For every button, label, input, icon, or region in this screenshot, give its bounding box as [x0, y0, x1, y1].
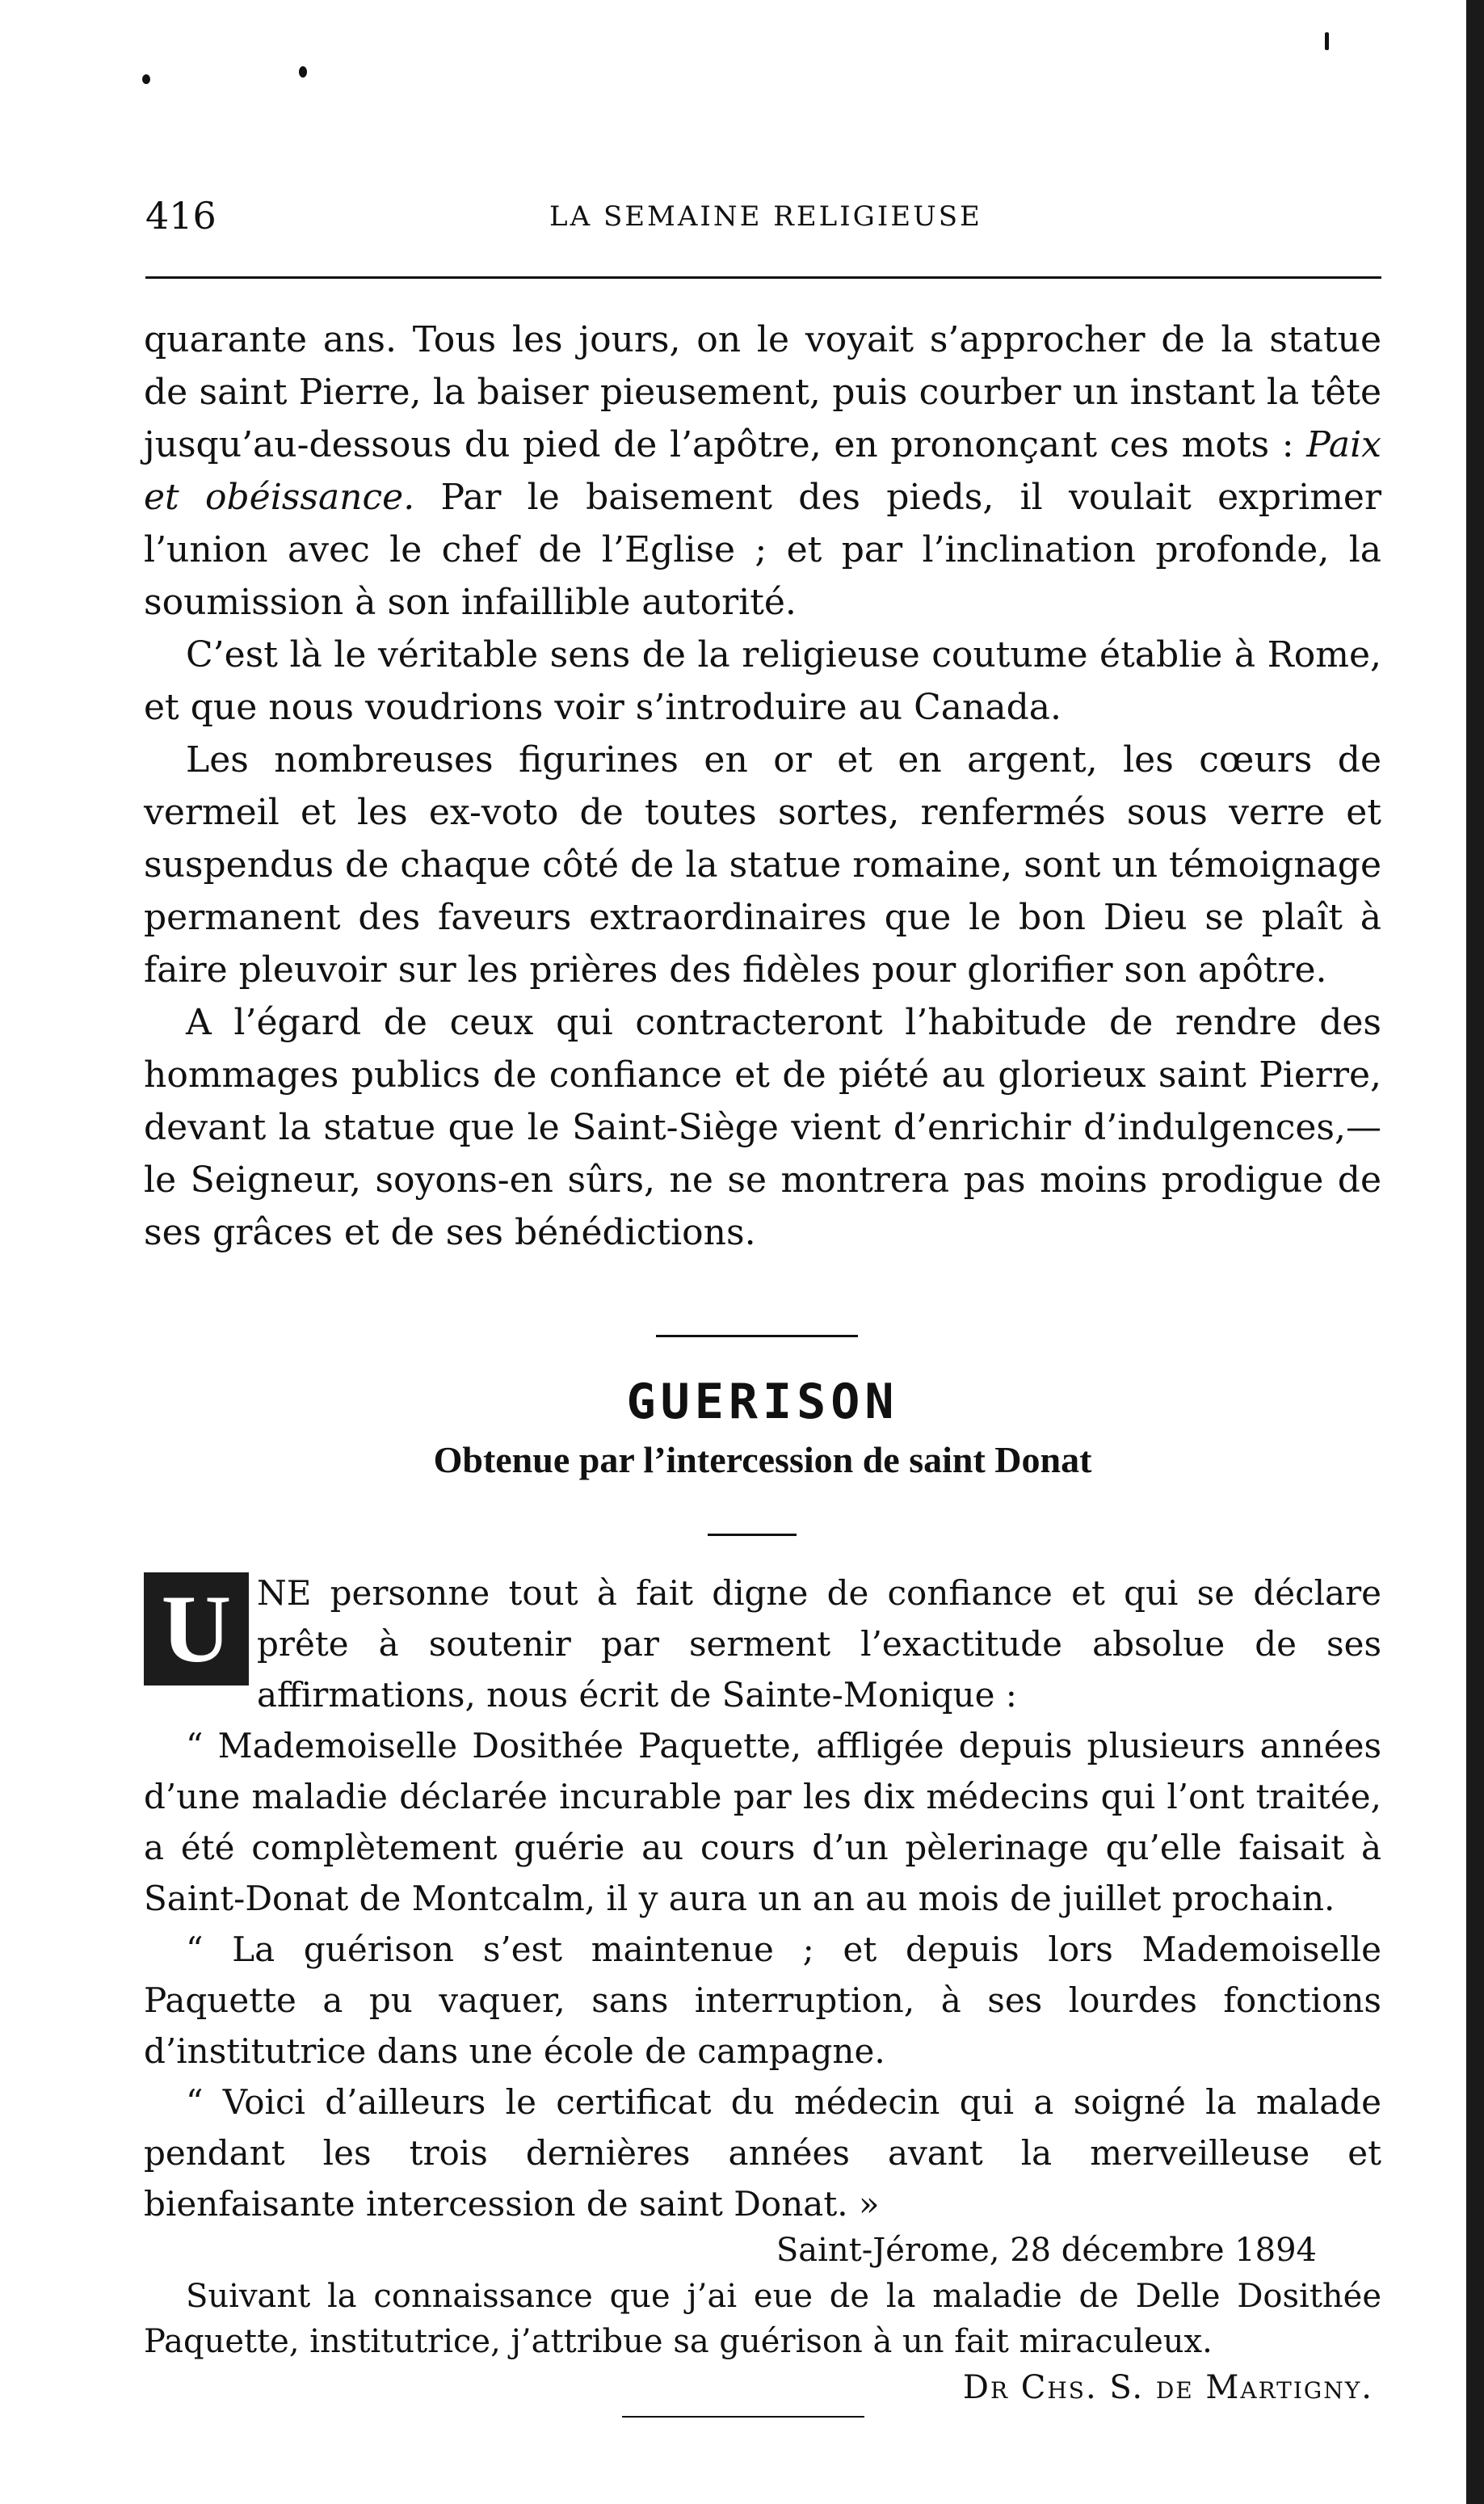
paragraph-1: quarante ans. Tous les jours, on le voyait s’approcher de la statue de saint Pierre, la baiser pieusement, puis courber un instant la tête jusqu’au-dessous du pied de l’apôtre, en prononçant ces mots : Paix et obéissance. Par le baisement des pieds, il voulait exprimer l’union avec le chef de l’Eglise ; et par l’inclination profonde, la soumission à son infaillible autorité.	[144, 319, 1382, 623]
section-title: GUERISON	[626, 1374, 899, 1430]
certificate-text: Suivant la connaissance que j’ai eue de la maladie de Delle Dosithée Paquette, institutrice, j’attribue sa guérison à un fait miraculeux.	[144, 2278, 1381, 2360]
letter-quote-3: “ Voici d’ailleurs le certificat du médecin qui a soigné la malade pendant les trois dernières années avant la merveilleuse et bienfaisante intercession de saint Donat. »	[144, 2082, 1381, 2224]
paragraph-4: A l’égard de ceux qui contracteront l’habitude de rendre des hommages publics de confiance et de piété au glorieux saint Pierre, devant la statue que le Saint-Siège vient d’enrichir d’indulgences,—le Seigneur, soyons-en sûrs, ne se montrera pas moins prodigue de ses grâces et de ses bénédictions.	[144, 1002, 1381, 1253]
section-subtitle: Obtenue par l’intercession de saint Donat	[433, 1439, 1092, 1480]
page-header	[145, 194, 1381, 250]
letter-quote-1: “ Mademoiselle Dosithée Paquette, affligée depuis plusieurs années d’une maladie déclarée incurable par les dix médecins qui l’ont traitée, a été complètement guérie au cours d’un pèlerinage qu’elle faisait à Saint-Donat de Montcalm, il y aura un an au mois de juillet prochain.	[144, 1726, 1381, 1918]
section-heading	[144, 1374, 1381, 1481]
ink-speck	[1325, 32, 1329, 50]
letter-quote-2: “ La guérison s’est maintenue ; et depuis lors Mademoiselle Paquette a pu vaquer, sans interruption, à ses lourdes fonctions d’institutrice dans une école de campagne.	[144, 1930, 1381, 2071]
paragraph-3: Les nombreuses figurines en or et en argent, les cœurs de vermeil et les ex-voto de toutes sortes, renfermés sous verre et suspendus de chaque côté de la statue romaine, sont un témoignage permanent des faveurs extraordinaires que le bon Dieu se plaît à faire pleuvoir sur les prières des fidèles pour glorifier son apôtre.	[144, 739, 1381, 991]
dropcap-ornament: U	[144, 1572, 249, 1685]
ink-speck	[142, 74, 150, 84]
letter-body	[144, 1568, 1381, 2229]
section-rule-bottom	[708, 1534, 797, 1536]
certificate-block	[144, 2227, 1381, 2411]
header-rule	[145, 276, 1381, 279]
italic-phrase: Paix et obéissance.	[144, 424, 1381, 518]
letter-intro: NE personne tout à fait digne de confiance et qui se déclare prête à soutenir par serment l’exactitude absolue de ses affirmations, nous écrit de Sainte-Monique :	[257, 1573, 1381, 1715]
page-edge-shadow	[1466, 0, 1484, 2504]
closing-rule	[622, 2416, 864, 2418]
ink-speck	[299, 66, 307, 78]
section-rule-top	[656, 1335, 858, 1337]
paragraph-2: C’est là le véritable sens de la religieuse coutume établie à Rome, et que nous voudrions voir s’introduire au Canada.	[144, 634, 1381, 728]
certificate-place-date: Saint-Jérome, 28 décembre 1894	[776, 2232, 1317, 2269]
certificate-signature: Dr Chs. S. de Martigny.	[962, 2369, 1373, 2406]
running-head: LA SEMAINE RELIGIEUSE	[549, 200, 982, 233]
article-body	[144, 314, 1381, 1259]
page-number: 416	[145, 194, 217, 238]
